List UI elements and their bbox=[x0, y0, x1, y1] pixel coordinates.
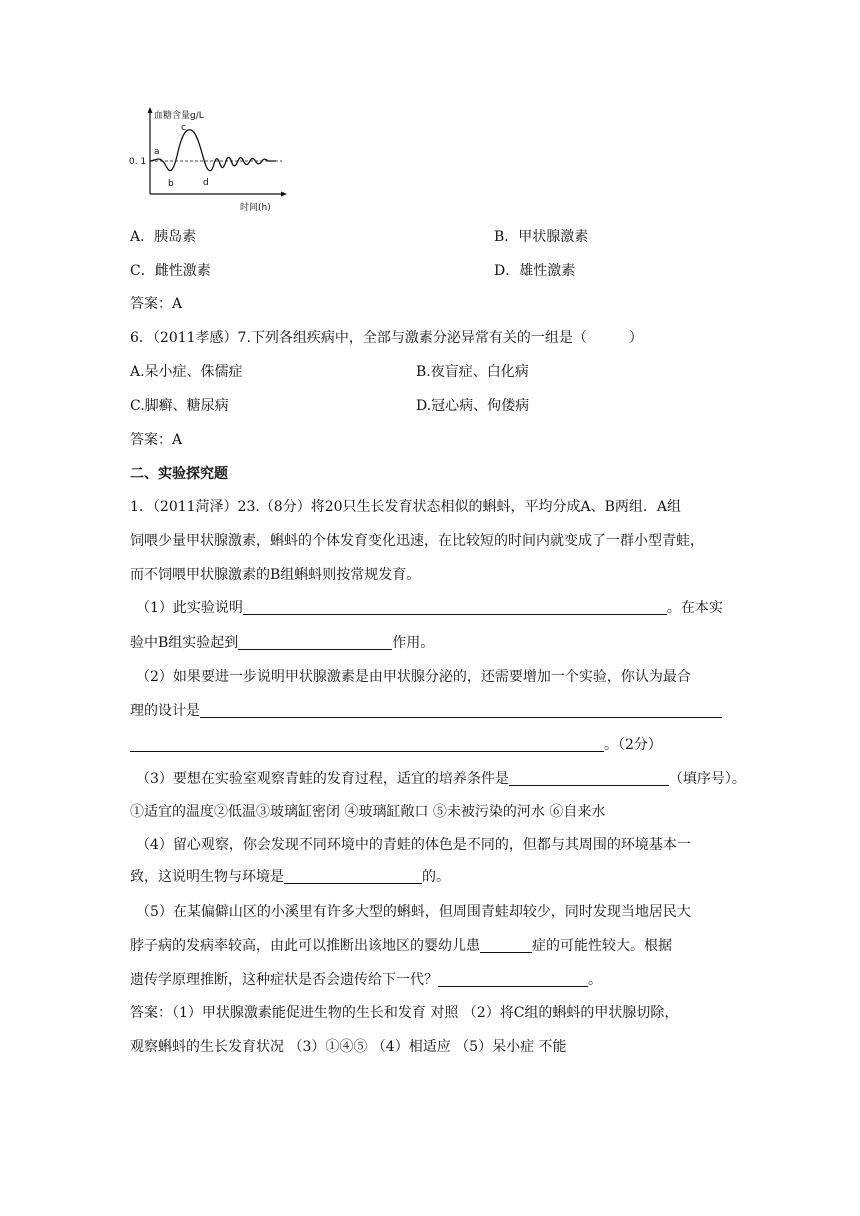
option-d: D．雄性激素 bbox=[494, 263, 576, 279]
q6-option-c: C.脚癣、糖尿病 bbox=[130, 398, 229, 414]
q1-line bbox=[136, 597, 723, 617]
q2-line1: （2）如果要进一步说明甲状腺激素是由甲状腺分泌的，还需要增加一个实验，你认为最合 bbox=[136, 669, 691, 685]
answer-blank-5[interactable] bbox=[509, 769, 669, 786]
exp1-line2: 饲喂少量甲状腺激素，蝌蚪的个体发育变化迅速，在比较短的时间内就变成了一群小型青蛙， bbox=[130, 533, 704, 549]
q3-options: ①适宜的温度②低温③玻璃缸密闭 ④玻璃缸敞口 ⑤未被污染的河水 ⑥自来水 bbox=[130, 804, 606, 820]
q4-line2 bbox=[130, 866, 450, 886]
exp1-answer-line1: 答案：（1）甲状腺激素能促进生物的生长和发育 对照 （2）将C组的蝌蚪的甲状腺切除， bbox=[130, 1005, 679, 1021]
q2-text-a: 理的设计是 bbox=[130, 703, 200, 719]
exp1-line1: 1．（2011菏泽）23.（8分）将20只生长发育状态相似的蝌蚪，平均分成A、B两组．A组 bbox=[130, 499, 682, 515]
q6-answer: 答案：A bbox=[130, 432, 183, 448]
q2-line2 bbox=[130, 700, 722, 720]
q5-line1: （5）在某偏僻山区的小溪里有许多大型的蝌蚪，但周围青蛙却较少，同时发现当地居民大 bbox=[136, 904, 691, 920]
q6-stem: 6．（2011孝感）7.下列各组疾病中，全部与激素分泌异常有关的一组是（ ） bbox=[130, 330, 643, 346]
q1-text-b: 。在本实 bbox=[666, 600, 723, 616]
q5-text-b: 症的可能性较大。根据 bbox=[532, 938, 672, 954]
answer-blank-7[interactable] bbox=[480, 936, 532, 953]
blood-sugar-figure bbox=[128, 104, 288, 214]
q5-answer: 答案：A bbox=[130, 296, 183, 312]
point-c-label: c bbox=[181, 123, 186, 133]
exp1-line3: 而不饲喂甲状腺激素的B组蝌蚪则按常规发育。 bbox=[130, 567, 421, 583]
q5-text-d: 。 bbox=[588, 972, 602, 988]
q4-text-b: 的。 bbox=[422, 869, 450, 885]
x-axis-arrow bbox=[281, 192, 287, 197]
exp1-answer-line2: 观察蝌蚪的生长发育状况 （3）①④⑤ （4）相适应 （5）呆小症 不能 bbox=[130, 1039, 567, 1055]
y-axis-arrow bbox=[148, 107, 153, 113]
q5-line2 bbox=[130, 935, 672, 955]
blood-sugar-curve bbox=[150, 130, 276, 171]
q3-text-b: （填序号）。 bbox=[668, 771, 746, 787]
q6-option-b: B.夜盲症、白化病 bbox=[416, 364, 529, 380]
answer-blank-4[interactable] bbox=[130, 735, 604, 752]
x-axis-label: 时间(h) bbox=[240, 203, 271, 213]
answer-blank-1[interactable] bbox=[243, 598, 667, 615]
option-c: C．雌性激素 bbox=[130, 263, 211, 279]
q1-text-d: 作用。 bbox=[392, 635, 435, 651]
point-a-label: a bbox=[154, 147, 160, 157]
answer-blank-6[interactable] bbox=[284, 867, 422, 884]
q1-text-a: （1）此实验说明 bbox=[136, 600, 243, 616]
q1-text-c: 验中B组实验起到 bbox=[130, 635, 239, 651]
q3-text-a: （3）要想在实验室观察青蛙的发育过程，适宜的培养条件是 bbox=[136, 771, 509, 787]
y-axis-label: 血糖含量g/L bbox=[154, 111, 204, 121]
point-b-label: b bbox=[168, 179, 174, 189]
q4-text-a: 致，这说明生物与环境是 bbox=[130, 869, 284, 885]
answer-blank-2[interactable] bbox=[238, 633, 392, 650]
q1-line2 bbox=[130, 632, 434, 652]
y-tick-label: 0. 1 bbox=[129, 157, 147, 167]
q5-text-a: 脖子病的发病率较高，由此可以推断出该地区的婴幼儿患 bbox=[130, 938, 480, 954]
q6-option-d: D.冠心病、佝偻病 bbox=[416, 398, 530, 414]
q6-option-a: A.呆小症、侏儒症 bbox=[130, 364, 243, 380]
section-title: 二、实验探究题 bbox=[130, 466, 228, 482]
option-b: B．甲状腺激素 bbox=[494, 229, 589, 245]
q5-text-c: 遗传学原理推断，这种症状是否会遗传给下一代？ bbox=[130, 972, 438, 988]
q4-line1: （4）留心观察，你会发现不同环境中的青蛙的体色是不同的，但都与其周围的环境基本一 bbox=[136, 837, 691, 853]
q2-line3 bbox=[130, 734, 662, 754]
q3-line bbox=[136, 768, 746, 788]
option-a: A．胰岛素 bbox=[130, 229, 197, 245]
q2-text-b: 。（2分） bbox=[604, 737, 662, 753]
q5-line3 bbox=[130, 969, 602, 989]
answer-blank-8[interactable] bbox=[438, 970, 588, 987]
point-d-label: d bbox=[203, 178, 209, 188]
answer-blank-3[interactable] bbox=[200, 701, 722, 718]
